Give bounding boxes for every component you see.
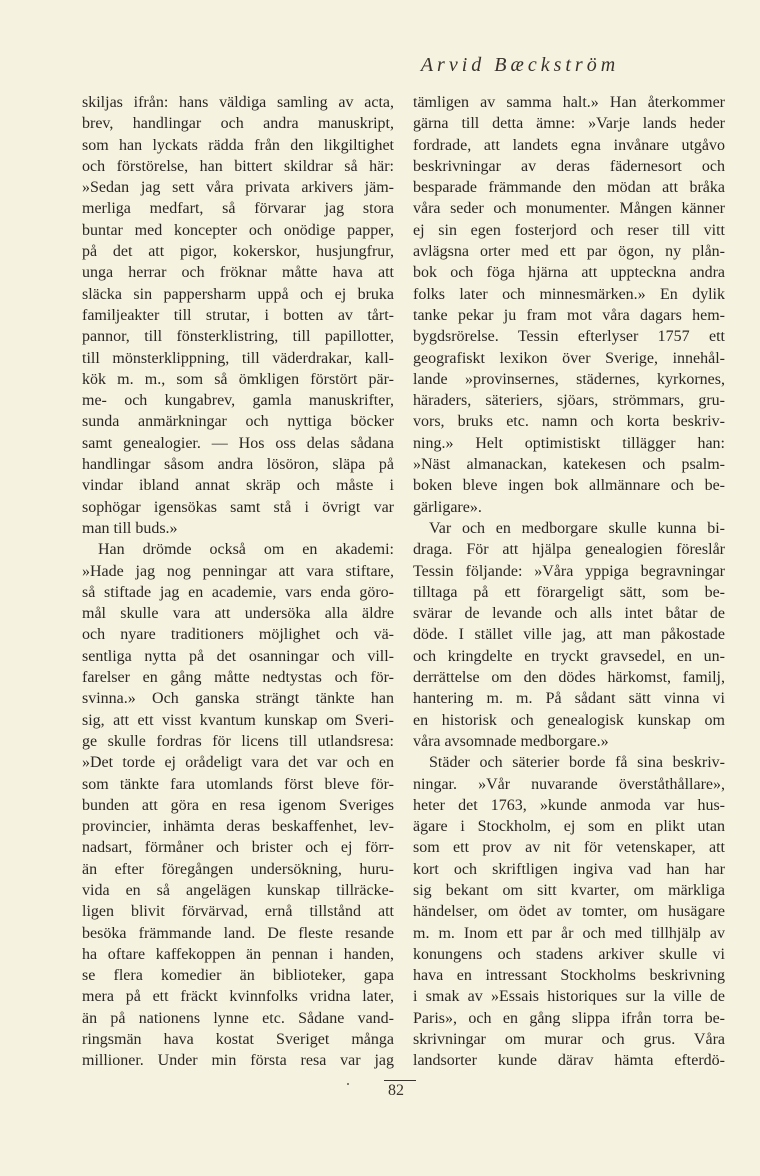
text-line: millioner. Under min första resa var jag xyxy=(82,1052,394,1070)
text-line: kök m. m., som så ömkligen förstört pär- xyxy=(82,370,394,388)
text-line: nadsart, förmåner och brister och ej förr- xyxy=(82,839,394,857)
text-line: tämligen av samma halt.» Han återkommer xyxy=(413,94,725,111)
text-line: häraders, säteriers, sjöars, strömmars, gru- xyxy=(413,392,725,410)
text-line: landsorter kunde därav hämta efterdö- xyxy=(413,1052,725,1070)
text-line: ligen blivit förvärvad, ernå tillstånd att xyxy=(82,903,394,921)
text-line: bunden att göra en resa igenom Sveriges xyxy=(82,796,394,814)
text-line: skrivningar om murar och grus. Våra xyxy=(413,1031,725,1049)
text-line: gärligare». xyxy=(413,498,482,516)
left-text-column xyxy=(82,92,394,1072)
text-line: bygdsrörelse. Tessin efterlyser 1757 ett xyxy=(413,328,725,346)
text-line: »Hade jag nog penningar att vara stiftare, xyxy=(82,562,394,580)
text-line: besparade främmande den mödan att bråka xyxy=(413,179,725,197)
text-line: pannor, till fönsterklistring, till papillotter, xyxy=(82,328,394,346)
text-line: man till buds.» xyxy=(82,519,178,537)
text-line: beskrivningar av deras fädernesort och xyxy=(413,157,725,175)
text-line: bok och föga hjärna att uppteckna andra xyxy=(413,264,725,282)
text-line: besöka främmande land. De fleste resande xyxy=(82,924,394,942)
text-line: draga. För att hjälpa genealogien föreslår xyxy=(413,541,725,559)
text-line: som tänkte fara utomlands först bleve för- xyxy=(82,775,394,793)
text-line: som han lyckats rädda från den likgiltighet xyxy=(82,136,394,154)
text-line: ha oftare kaffekoppen än pennan i handen, xyxy=(82,945,394,963)
text-line: lande »provinsernes, städernes, kyrkornes, xyxy=(413,370,725,388)
text-line: skiljas ifrån: hans väldiga samling av acta, xyxy=(82,94,394,111)
running-header: Arvid Bæckström xyxy=(420,54,620,76)
text-line: me- och kungabrev, gamla manuskrifter, xyxy=(82,392,394,410)
page-number-rule xyxy=(384,1080,416,1081)
right-text-column xyxy=(413,92,725,1072)
text-line: sig bekant om sitt kvarter, om märkliga xyxy=(413,881,725,899)
text-line: på det att pigor, kokerskor, husjungfrur, xyxy=(82,243,394,261)
text-line: våra seder och monumenter. Mången känner xyxy=(413,200,725,218)
text-line: boken bleve ingen bok allmännare och be- xyxy=(413,477,725,495)
print-speck xyxy=(347,1083,349,1085)
text-line: och förstörelse, han bittert skildrar så här: xyxy=(82,157,394,175)
text-line: kort och skriftligen ingiva vad han har xyxy=(413,860,725,878)
text-line: sig, att ett visst kvantum kunskap om Sveri- xyxy=(82,711,394,729)
text-line: unga herrar och fröknar måtte hava att xyxy=(82,264,394,282)
text-line: ej sin egen fosterjord och reser till vitt xyxy=(413,221,725,239)
text-line: händelser, om ödet av tomter, om husägare xyxy=(413,903,725,921)
text-line: ning.» Helt optimistiskt tillägger han: xyxy=(413,434,725,452)
text-line: »Sedan jag sett våra privata arkivers jäm- xyxy=(82,179,394,197)
text-line: sentliga nytta på det osanningar och vill- xyxy=(82,647,394,665)
text-line: till mönsterklippning, till väderdrakar, kall- xyxy=(82,349,394,367)
text-line: merliga medfart, så förvarar jag stora xyxy=(82,200,394,218)
text-line: vors, bruks etc. namn och korta beskriv- xyxy=(413,413,725,431)
text-line: svinna.» Och ganska strängt tänkte han xyxy=(82,690,394,708)
text-line: Tessin följande: »Våra yppiga begravningar xyxy=(413,562,725,580)
text-line: Paris», och en gång slippa ifrån torra be- xyxy=(413,1009,725,1027)
text-line: vindar ibland annat skräp och måste i xyxy=(82,477,394,495)
text-line: så stiftade jag en academie, vars enda göro- xyxy=(82,583,394,601)
text-line: brev, handlingar och andra manuskript, xyxy=(82,115,394,133)
text-line: tanke pekar ju fram mot våra dagars hem- xyxy=(413,306,725,324)
text-line: geografiskt lexikon över Sverige, innehål- xyxy=(413,349,725,367)
text-line: döde. I stället ville jag, att man påkostade xyxy=(413,626,725,644)
text-line: släcka sin pappersharm uppå och ej bruka xyxy=(82,285,394,303)
text-line: i smak av »Essais historiques sur la ville de xyxy=(413,988,725,1006)
text-line: ningar. »Vår nuvarande överståthållare», xyxy=(413,775,725,793)
text-line: vida en så angelägen kunskap tillräcke- xyxy=(82,881,394,899)
text-line: ringsmän hava kostat Sveriget många xyxy=(82,1031,394,1049)
text-line: ge skulle fordras för licens till utlandsresa: xyxy=(82,732,394,750)
text-line: ägare i Stockholm, ej som en plikt utan xyxy=(413,818,725,836)
text-line: mål skulle vara att undersöka alla äldre xyxy=(82,605,394,623)
text-line: Han drömde också om en akademi: xyxy=(98,541,394,559)
text-line: gärna till detta ämne: »Varje lands heder xyxy=(413,115,725,133)
text-line: farelser en gång måtte nedtystas och för- xyxy=(82,669,394,687)
text-line: provincier, inhämta deras beskaffenhet, lev- xyxy=(82,818,394,836)
text-line: sophögar igensökas samt stå i övrigt var xyxy=(82,498,394,516)
text-line: hava en intressant Stockholms beskrivning xyxy=(413,967,725,985)
text-line: se flera komedier än biblioteker, gapa xyxy=(82,967,394,985)
text-line: avlägsna orter med ett par ögon, ny plån- xyxy=(413,243,725,261)
text-line: m. m. Inom ett par år och med tillhjälp av xyxy=(413,924,725,942)
text-line: handlingar såsom andra lösöron, släpa på xyxy=(82,456,394,474)
text-line: och kringdelte en tryckt gravsedel, en un- xyxy=(413,647,725,665)
text-line: tilltaga på ett förargeligt sätt, som be- xyxy=(413,583,725,601)
text-line: svärar de levande och alls intet båtar de xyxy=(413,605,725,623)
text-line: konungens och stadens arkiver skulle vi xyxy=(413,945,725,963)
text-line: buntar med koncepter och onödige papper, xyxy=(82,221,394,239)
text-line: Var och en medborgare skulle kunna bi- xyxy=(429,519,725,537)
text-line: »Näst almanackan, katekesen och psalm- xyxy=(413,456,725,474)
text-line: fordrade, att landets egna invånare utgåvo xyxy=(413,136,725,154)
text-line: Städer och säterier borde få sina beskriv- xyxy=(429,754,725,772)
text-line: våra avsomnade medborgare.» xyxy=(413,732,609,750)
text-line: än på nationens lynne etc. Sådane vand- xyxy=(82,1009,394,1027)
text-line: en historisk och genealogisk kunskap om xyxy=(413,711,725,729)
text-line: hantering m. m. På sådant sätt vinna vi xyxy=(413,690,725,708)
text-line: än efter föregången undersökning, huru- xyxy=(82,860,394,878)
text-line: familjeakter till strutar, i botten av tårt- xyxy=(82,306,394,324)
text-line: sunda anmärkningar och nyttiga böcker xyxy=(82,413,394,431)
text-line: derrättelse om den dödes härkomst, familj, xyxy=(413,669,725,687)
page-number: 82 xyxy=(388,1082,404,1099)
text-line: »Det torde ej orådeligt vara det var och en xyxy=(82,754,394,772)
text-line: samt genealogier. — Hos oss delas sådana xyxy=(82,434,394,452)
text-line: som ett prov av nit för vetenskaper, att xyxy=(413,839,725,857)
text-line: folks later och minnesmärken.» En dylik xyxy=(413,285,725,303)
text-line: och nyare traditioners möjlighet och vä- xyxy=(82,626,394,644)
text-line: heter det 1763, »kunde anmoda var hus- xyxy=(413,796,725,814)
text-line: mera på ett fräckt kvinnfolks vridna later, xyxy=(82,988,394,1006)
